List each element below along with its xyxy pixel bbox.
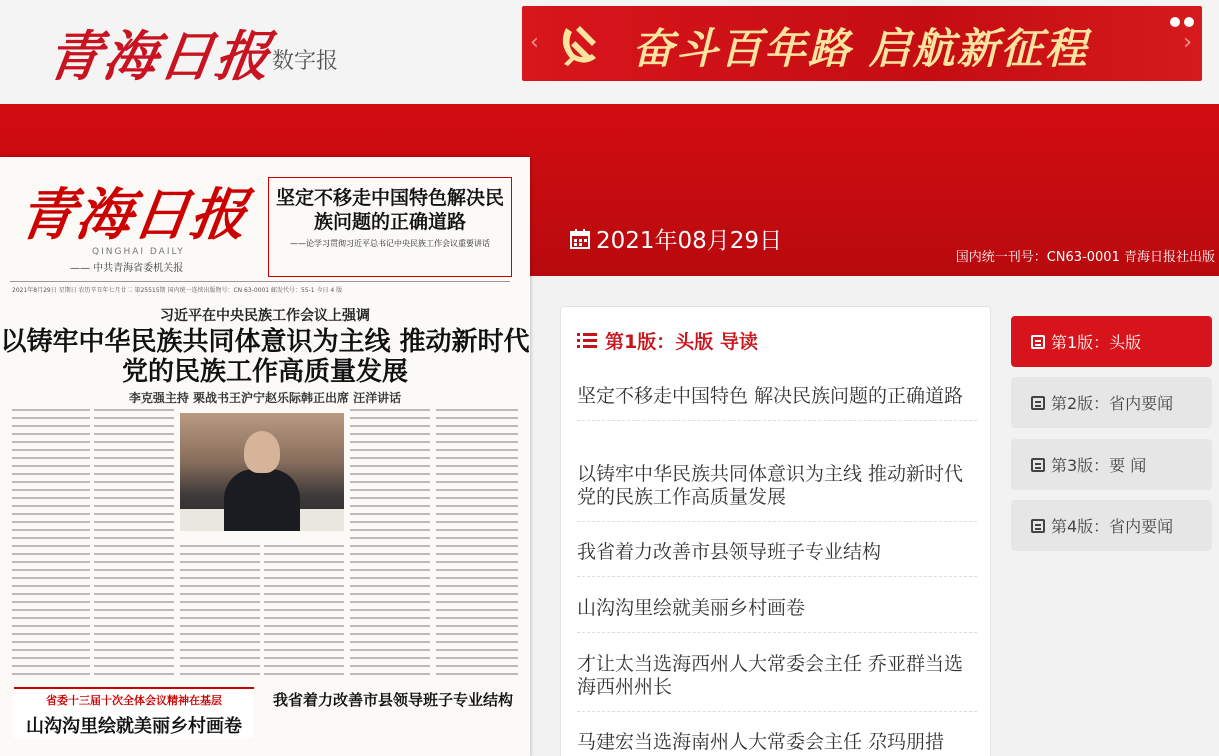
tab-label: 第3版：要 闻 xyxy=(1051,456,1147,475)
tab-label: 第2版：省内要闻 xyxy=(1051,394,1174,413)
issue-date-text: 2021年08月29日 xyxy=(596,228,783,254)
newspaper-icon xyxy=(1031,396,1045,410)
site-logo[interactable]: 青海日报 xyxy=(43,24,277,88)
newspaper-icon xyxy=(1031,519,1045,533)
newspaper-page-preview[interactable] xyxy=(0,157,530,756)
article-link[interactable]: 才让太当选海西州人大常委会主任 乔亚群当选海西州州长 xyxy=(577,653,977,712)
paper-editorial-box[interactable] xyxy=(268,177,512,277)
list-icon xyxy=(577,333,597,349)
paper-meta: 2021年8月29日 星期日 农历辛丑年七月廿二 第25515期 国内统一连续出版物号：CN 63-0001 邮发代号：55-1 今日 4 版 xyxy=(12,287,343,294)
guide-title-text: 第1版：头版 导读 xyxy=(605,331,758,353)
banner-pagination[interactable] xyxy=(1166,12,1194,31)
newspaper-icon xyxy=(1031,458,1045,472)
newspaper-icon xyxy=(1031,335,1045,349)
banner-next-icon[interactable]: › xyxy=(1183,30,1192,55)
article-text-col xyxy=(94,409,174,679)
article-link[interactable]: 山沟沟里绘就美丽乡村画卷 xyxy=(577,597,977,633)
page-guide-panel xyxy=(560,306,991,756)
paper-byline: 李克强主持 栗战书王沪宁赵乐际韩正出席 汪洋讲话 xyxy=(128,391,402,405)
guide-title xyxy=(577,327,758,354)
divider xyxy=(10,281,510,282)
paper-story-bottom-left[interactable] xyxy=(14,687,254,738)
tab-page-3[interactable] xyxy=(1011,439,1212,490)
paper-headline[interactable]: 以铸牢中华民族共同体意识为主线 推动新时代党的民族工作高质量发展 xyxy=(0,327,530,387)
article-link[interactable]: 马建宏当选海南州人大常委会主任 尕玛朋措 xyxy=(577,731,945,753)
party-emblem-icon xyxy=(552,18,604,70)
article-text-col xyxy=(180,545,260,679)
article-link[interactable]: 坚定不移走中国特色 解决民族问题的正确道路 xyxy=(577,385,977,421)
photo-figure-head xyxy=(244,431,280,473)
tab-label: 第1版：头版 xyxy=(1051,333,1142,352)
paper-story-title: 山沟沟里绘就美丽乡村画卷 xyxy=(26,716,242,737)
paper-kicker: 习近平在中央民族工作会议上强调 xyxy=(160,308,370,324)
article-link[interactable]: 我省着力改善市县领导班子专业结构 xyxy=(577,541,977,577)
article-text-col xyxy=(12,409,90,679)
paper-masthead: 青海日报 xyxy=(14,182,253,248)
paper-org: —— 中共青海省委机关报 xyxy=(70,263,184,274)
tab-page-2[interactable] xyxy=(1011,377,1212,428)
article-text-col xyxy=(436,409,518,679)
tab-label: 第4版：省内要闻 xyxy=(1051,517,1174,536)
calendar-icon xyxy=(570,229,590,249)
banner-slogan: 奋斗百年路 启航新征程 xyxy=(632,24,1089,73)
article-text-col xyxy=(350,409,430,679)
paper-story-bottom-right[interactable]: 我省着力改善市县领导班子专业结构 xyxy=(272,691,513,709)
paper-editorial-subtitle: ——论学习贯彻习近平总书记中央民族工作会议重要讲话 xyxy=(290,239,490,248)
tab-page-4[interactable] xyxy=(1011,500,1212,551)
article-text-col xyxy=(264,545,344,679)
site-logo-subtitle: 数字报 xyxy=(272,49,339,74)
paper-editorial-title: 坚定不移走中国特色解决民族问题的正确道路 xyxy=(275,187,504,233)
banner-prev-icon[interactable]: ‹ xyxy=(530,30,539,55)
publication-info: 国内统一刊号：CN63-0001 青海日报社出版 xyxy=(955,250,1215,265)
banner-dot[interactable] xyxy=(1170,17,1180,27)
banner-dot[interactable] xyxy=(1184,17,1194,27)
article-link[interactable]: 以铸牢中华民族共同体意识为主线 推动新时代党的民族工作高质量发展 xyxy=(577,463,977,522)
news-photo[interactable] xyxy=(180,413,344,531)
site-header xyxy=(0,0,1219,104)
tab-page-1[interactable] xyxy=(1011,316,1212,367)
promo-banner[interactable] xyxy=(522,6,1202,81)
paper-masthead-en: QINGHAI DAILY xyxy=(92,247,185,257)
photo-figure-body xyxy=(224,469,300,531)
issue-date xyxy=(570,222,782,255)
paper-story-kicker: 省委十三届十次全体会议精神在基层 xyxy=(14,687,254,708)
